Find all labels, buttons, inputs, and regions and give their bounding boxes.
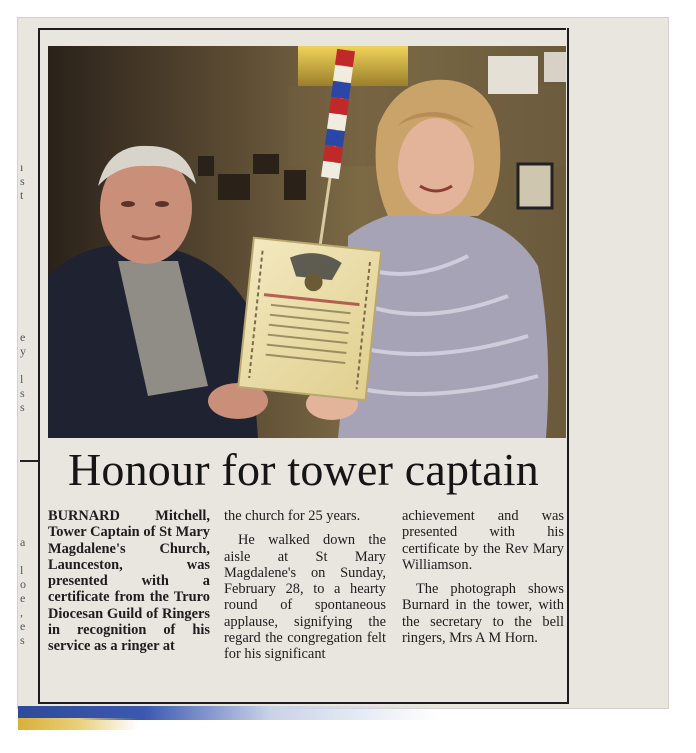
headline-rule: [20, 460, 38, 462]
article-column-2: [224, 508, 386, 698]
column-1-text: Tower Captain of St Mary Magdalene's Church, Launceston, was presented with a certificate from the Truro Diocesan Guild of Ringers in recognition of his service as a ringer at: [48, 524, 210, 655]
adjacent-column-fragment: e y l s s: [20, 330, 26, 414]
headline: Honour for tower captain: [67, 444, 540, 495]
column-rule-top: [38, 28, 566, 30]
lead-name: BURNARD Mitchell,: [48, 508, 210, 524]
adjacent-column-fragment: ı s t: [20, 160, 25, 202]
column-rule-left: [38, 28, 40, 704]
column-2-paragraph-2: He walked down the aisle at St Mary Magdalene's on Sunday, February 28, to a hearty round of spontaneous applause, signifying the regard the congregation felt for his significant: [224, 532, 386, 663]
column-rule-bottom: [38, 702, 569, 704]
adjacent-column-fragment: a l o e , e s: [20, 535, 26, 647]
column-3-paragraph-1: achievement and was presented with his certificate by the Rev Mary Williamson.: [402, 508, 564, 573]
column-3-paragraph-2: The photograph shows Burnard in the tower, with the secretary to the bell ringers, Mrs A M Horn.: [402, 581, 564, 647]
certificate: [238, 238, 381, 401]
scanner-edge-strip-yellow: [18, 718, 138, 730]
article-column-3: [402, 508, 564, 698]
news-photo: [48, 46, 566, 438]
column-rule-right: [567, 28, 569, 704]
column-2-paragraph-1: the church for 25 years.: [224, 508, 361, 524]
photo-illustration: [48, 46, 566, 438]
article-column-1: [48, 508, 210, 698]
article-body: [48, 508, 566, 698]
